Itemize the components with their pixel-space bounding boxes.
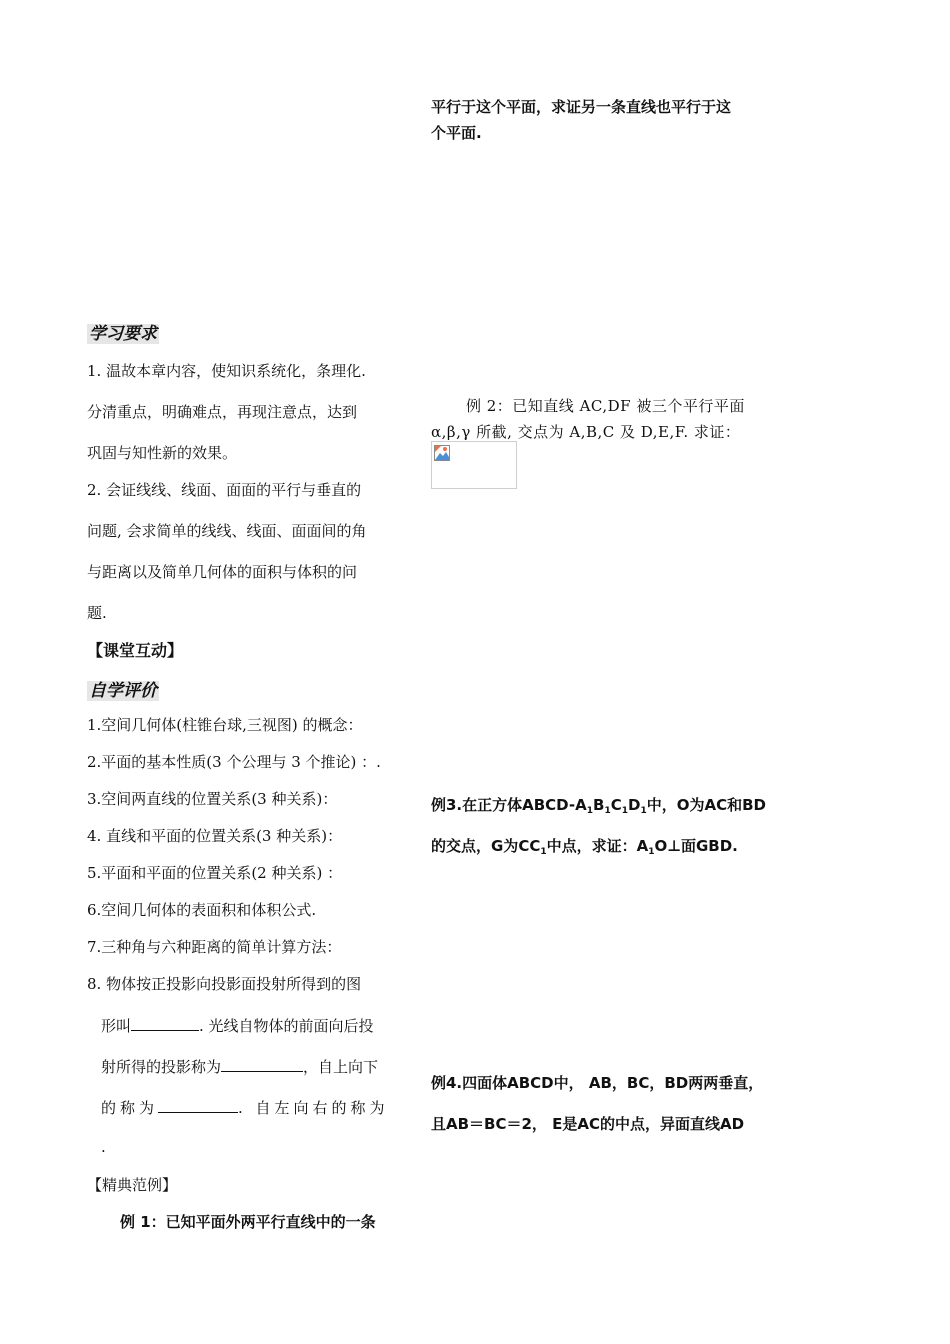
example1-continuation-line2: 个平面. <box>431 124 482 142</box>
example4-line1: 例4.四面体ABCD中， AB，BC，BD两两垂直， <box>431 1074 764 1092</box>
eval-item-8-line2: 形叫 . 光线自物体的前面向后投 <box>101 1017 374 1035</box>
eval-item-4: 4. 直线和平面的位置关系(3 种关系)： <box>87 827 343 845</box>
eval-item-5: 5.平面和平面的位置关系(2 种关系) ： <box>87 864 343 882</box>
study-requirements-heading: 学习要求 <box>89 324 157 344</box>
example4-line2: 且AB＝BC＝2， E是AC的中点，异面直线AD <box>431 1115 745 1133</box>
example3-line2: 的交点，G为$CC_1$中点，求证：$A_1O\perp$面GBD. <box>431 837 738 857</box>
example3-line1: 例3.在正方体ABCD-$A_1B_1C_1D_1$中，O为AC和BD <box>431 796 766 816</box>
example1-continuation-line1: 平行于这个平面，求证另一条直线也平行于这 <box>431 98 732 116</box>
eval-item-1: 1.空间几何体(柱锥台球,三视图) 的概念： <box>87 716 363 734</box>
broken-image-icon <box>434 445 450 461</box>
example1-line1: 例 1：已知平面外两平行直线中的一条 <box>120 1213 376 1231</box>
example2-line1: 例 2：已知直线 AC,DF 被三个平行平面 <box>466 397 745 415</box>
eval-item-2: 2.平面的基本性质(3 个公理与 3 个推论) ：. <box>87 753 381 771</box>
answer-blank-1[interactable] <box>131 1029 199 1031</box>
requirement2-line4: 题. <box>87 604 107 622</box>
classic-examples-heading: 【精典范例】 <box>87 1176 178 1194</box>
requirement1-line3: 巩固与知性新的效果。 <box>87 444 238 462</box>
example2-line2: α,β,γ 所截, 交点为 A,B,C 及 D,E,F. 求证： <box>431 423 741 441</box>
classroom-interaction-heading: 【课堂互动】 <box>87 641 184 660</box>
requirement2-line1: 2. 会证线线、线面、面面的平行与垂直的 <box>87 481 362 499</box>
eval-item-3: 3.空间两直线的位置关系(3 种关系)： <box>87 790 338 808</box>
requirement2-line2: 问题, 会求简单的线线、线面、面面间的角 <box>87 522 367 540</box>
requirement2-line3: 与距离以及简单几何体的面积与体积的问 <box>87 563 358 581</box>
requirement1-line1: 1. 温故本章内容，使知识系统化，条理化. <box>87 362 366 380</box>
eval-item-8-line5: . <box>101 1138 106 1156</box>
eval-item-8-line1: 8. 物体按正投影向投影面投射所得到的图 <box>87 975 362 993</box>
requirement1-line2: 分清重点，明确难点，再现注意点，达到 <box>87 403 358 421</box>
eval-item-8-line4: 的称为 . 自左向右的称为 <box>101 1099 389 1117</box>
answer-blank-3[interactable] <box>158 1111 238 1113</box>
eval-item-6: 6.空间几何体的表面积和体积公式. <box>87 901 317 919</box>
eval-item-8-line3: 射所得的投影称为 ，自上向下 <box>101 1058 379 1076</box>
example2-figure-placeholder <box>431 441 517 489</box>
self-evaluation-heading: 自学评价 <box>89 681 157 701</box>
eval-item-7: 7.三种角与六种距离的简单计算方法： <box>87 938 342 956</box>
answer-blank-2[interactable] <box>221 1070 303 1072</box>
